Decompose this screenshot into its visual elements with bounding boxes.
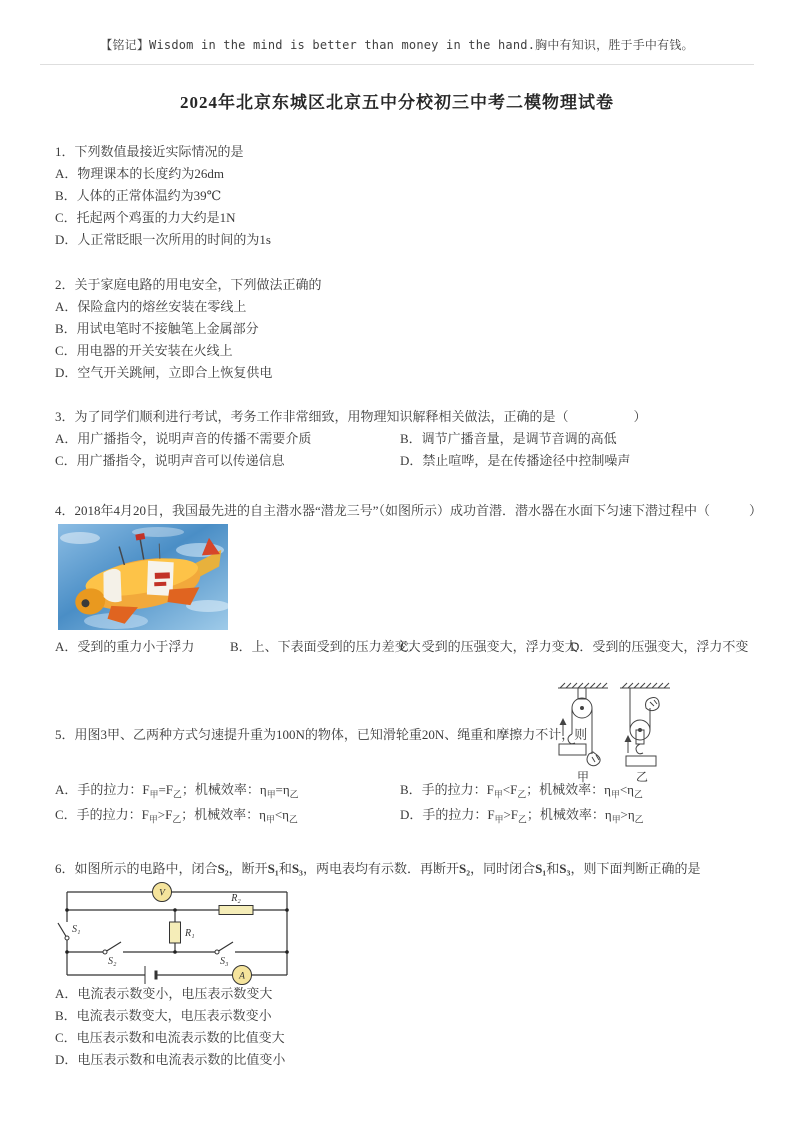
- page-title: 2024年北京东城区北京五中分校初三中考二模物理试卷: [180, 93, 614, 112]
- q2-option-b: B．用试电笔时不接触笔上金属部分: [55, 321, 259, 336]
- q3-options-row-1: [55, 428, 760, 450]
- q3-option-d: D．禁止喧哗，是在传播途径中控制噪声: [400, 453, 631, 468]
- question-2: [55, 274, 760, 384]
- resistor-r2-label: R₂: [231, 893, 241, 904]
- q2-option-c: C．用电器的开关安装在火线上: [55, 343, 233, 358]
- ammeter-label: A: [239, 971, 245, 982]
- q2-option-a: A．保险盒内的熔丝安装在零线上: [55, 299, 247, 314]
- q5-options-row-2: [55, 804, 760, 826]
- q4-stem: 4．2018年4月20日，我国最先进的自主潜水器“潜龙三号”（如图所示）成功首潜．潜水器在水面下匀速下潜过程中（ ）: [55, 503, 763, 518]
- voltmeter-label: V: [159, 888, 165, 899]
- question-6: [55, 858, 760, 1088]
- q5-options-row-1: [55, 779, 760, 801]
- submarine-photo: [58, 524, 228, 630]
- switch-s1-label: S₁: [72, 924, 81, 935]
- q1-option-a: A．物理课本的长度约为26dm: [55, 166, 225, 181]
- switch-s3-label: S₃: [220, 956, 229, 967]
- resistor-r1-label: R₁: [185, 928, 195, 939]
- q4-option-a: A．受到的重力小于浮力: [55, 639, 195, 654]
- switch-s1-contact: [65, 936, 69, 940]
- q2-stem: 2．关于家庭电路的用电安全，下列做法正确的: [55, 277, 322, 292]
- q5-option-a: A．手的拉力：$F_甲=F_乙$；机械效率：$\eta_甲=\eta_乙$: [55, 782, 299, 800]
- circuit-diagram: [57, 880, 307, 986]
- q4-option-d: D．受到的压强变大，浮力不变: [570, 639, 749, 654]
- q3-stem: 3．为了同学们顺利进行考试，考务工作非常细致，用物理知识解释相关做法，正确的是（ ）: [55, 409, 647, 424]
- q3-option-b: B．调节广播音量，是调节音调的高低: [400, 431, 617, 446]
- resistor-r2: [219, 906, 253, 915]
- q6-option-a: A．电流表示数变小，电压表示数变大: [55, 986, 273, 1001]
- switch-s3-contact: [215, 950, 219, 954]
- q2-option-d: D．空气开关跳闸，立即合上恢复供电: [55, 365, 273, 380]
- q6-option-b: B．电流表示数变大，电压表示数变小: [55, 1008, 272, 1023]
- header-divider: [40, 64, 754, 65]
- q4-options-row: [55, 636, 760, 658]
- pulley-label-jia: 甲: [577, 770, 590, 784]
- question-1: [55, 141, 760, 251]
- switch-s2-label: S₂: [108, 956, 117, 967]
- q6-stem: 6．如图所示的电路中，闭合S₂，断开S₁和S₃，两电表均有示数．再断开S₂，同时闭合S₁和S₃，则下面判断正确的是: [55, 861, 701, 876]
- q6-option-c: C．电压表示数和电流表示数的比值变大: [55, 1030, 285, 1045]
- switch-s2-contact: [103, 950, 107, 954]
- header-note: 【铭记】Wisdom in the mind is better than money in the hand.胸中有知识，胜于手中有钱。: [100, 38, 694, 52]
- question-3: [55, 406, 760, 472]
- q1-option-c: C．托起两个鸡蛋的力大约是1N: [55, 210, 236, 225]
- pulley-label-yi: 乙: [636, 770, 649, 784]
- q6-option-d: D．电压表示数和电流表示数的比值变小: [55, 1052, 286, 1067]
- q4-option-c: C．受到的压强变大，浮力变大: [400, 639, 578, 654]
- q3-options-row-2: [55, 450, 760, 472]
- q1-option-d: D．人正常眨眼一次所用的时间的为1s: [55, 232, 271, 247]
- q5-option-d: D．手的拉力：$F_甲>F_乙$；机械效率：$\eta_甲>\eta_乙$: [400, 807, 644, 825]
- q1-option-b: B．人体的正常体温约为39℃: [55, 188, 222, 203]
- q3-option-c: C．用广播指令，说明声音可以传递信息: [55, 453, 285, 468]
- resistor-r1: [170, 922, 181, 943]
- q3-option-a: A．用广播指令，说明声音的传播不需要介质: [55, 431, 312, 446]
- q5-stem: 5．用图3甲、乙两种方式匀速提升重为100N的物体，已知滑轮重20N、绳重和摩擦力不计，则: [55, 727, 588, 742]
- q5-option-c: C．手的拉力：$F_甲>F_乙$；机械效率：$\eta_甲<\eta_乙$: [55, 807, 298, 825]
- question-4: [55, 500, 763, 660]
- q1-stem: 1．下列数值最接近实际情况的是: [55, 144, 244, 159]
- q5-option-b: B．手的拉力：$F_甲<F_乙$；机械效率：$\eta_甲<\eta_乙$: [400, 782, 643, 800]
- question-5: [55, 678, 760, 843]
- q4-option-b: B．上、下表面受到的压力差变大: [230, 639, 421, 654]
